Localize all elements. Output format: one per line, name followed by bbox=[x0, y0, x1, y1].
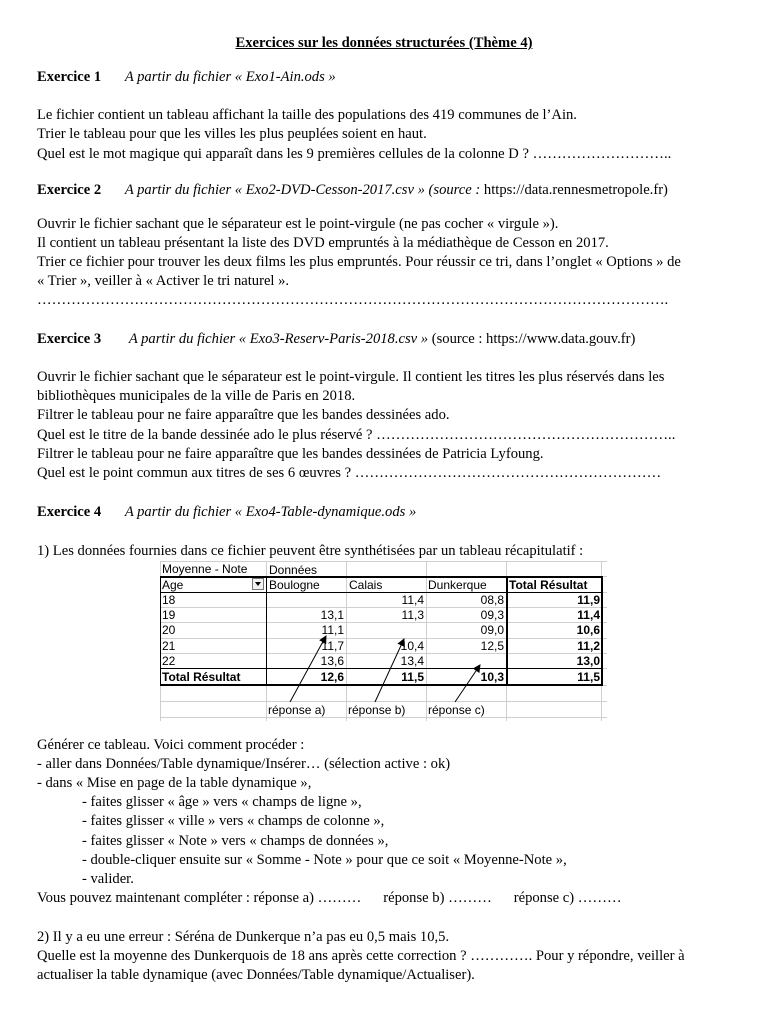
answer-arrows bbox=[160, 561, 607, 721]
pivot-total-cell: 11,5 bbox=[401, 670, 424, 684]
exercise-2-source-url: https://data.rennesmetropole.fr) bbox=[480, 182, 668, 198]
pivot-column-header: Calais bbox=[349, 578, 383, 592]
pivot-table bbox=[160, 561, 607, 721]
pivot-cell: 11,3 bbox=[401, 608, 424, 622]
pivot-cell: 13,1 bbox=[320, 608, 344, 622]
exercise-2-header bbox=[37, 181, 668, 199]
exercise-2-line: Trier ce fichier pour trouver les deux films les plus empruntés. Pour réussir ce tri, dans l’onglet « Options » de bbox=[37, 254, 681, 270]
pivot-cell: 11,4 bbox=[401, 593, 424, 607]
exercise-3-source-url: (source : https://www.data.gouv.fr) bbox=[428, 331, 636, 347]
exercise-3-line: Filtrer le tableau pour ne faire apparaître que les bandes dessinées de Patricia Lyfoung. bbox=[37, 446, 544, 462]
exercise-4-substep: - double-cliquer ensuite sur « Somme - Note » pour que ce soit « Moyenne-Note », bbox=[82, 852, 567, 868]
pivot-cell: 13,4 bbox=[400, 654, 424, 668]
pivot-cell-total: 11,4 bbox=[577, 608, 600, 622]
exercise-4-step: - aller dans Données/Table dynamique/Insérer… (sélection active : ok) bbox=[37, 756, 451, 772]
pivot-cell-total: 11,9 bbox=[577, 593, 600, 607]
pivot-column-header: Dunkerque bbox=[428, 578, 487, 592]
exercise-2-line: Ouvrir le fichier sachant que le séparateur est le point-virgule (ne pas cocher « virgule »). bbox=[37, 216, 559, 232]
exercise-3-line: Filtrer le tableau pour ne faire apparaître que les bandes dessinées ado. bbox=[37, 407, 450, 423]
pivot-corner-label: Moyenne - Note bbox=[162, 562, 248, 576]
pivot-cell: 08,8 bbox=[480, 593, 504, 607]
exercise-4-source: A partir du fichier « Exo4-Table-dynamique.ods » bbox=[124, 504, 417, 520]
pivot-column-header: Boulogne bbox=[269, 578, 320, 592]
pivot-row-age: 20 bbox=[162, 623, 176, 637]
exercise-2-line: Il contient un tableau présentant la liste des DVD empruntés à la médiathèque de Cesson en 2017. bbox=[37, 235, 609, 251]
page-title: Exercices sur les données structurées (Thème 4) bbox=[235, 35, 533, 51]
exercise-3-source: A partir du fichier « Exo3-Reserv-Paris-2018.csv » bbox=[128, 331, 429, 347]
arrow-c bbox=[455, 665, 480, 702]
pivot-total-label: Total Résultat bbox=[162, 670, 241, 684]
exercise-2-label: Exercice 2 bbox=[37, 182, 102, 198]
pivot-cell: 09,0 bbox=[480, 623, 504, 637]
exercise-3-label: Exercice 3 bbox=[37, 331, 102, 347]
answer-label-c: réponse c) bbox=[428, 703, 485, 717]
exercise-1-line: Trier le tableau pour que les villes les plus peuplées soient en haut. bbox=[37, 126, 427, 142]
pivot-row-age: 19 bbox=[162, 608, 176, 622]
arrow-a bbox=[290, 636, 326, 702]
exercise-1-label: Exercice 1 bbox=[37, 69, 102, 85]
exercise-3-line: Ouvrir le fichier sachant que le séparateur est le point-virgule. Il contient les titres les plus réservés dans les bbox=[37, 369, 665, 385]
exercise-1-header bbox=[37, 68, 336, 86]
exercise-4-part2-line: 2) Il y a eu une erreur : Séréna de Dunkerque n’a pas eu 0,5 mais 10,5. bbox=[37, 929, 450, 945]
pivot-cell: 11,1 bbox=[321, 623, 344, 637]
pivot-row-field: Age bbox=[162, 578, 184, 592]
exercise-4-intro: 1) Les données fournies dans ce fichier peuvent être synthétisées par un tableau récapitulatif : bbox=[37, 543, 584, 559]
pivot-cell: 09,3 bbox=[480, 608, 504, 622]
pivot-row-age: 21 bbox=[162, 639, 176, 653]
exercise-3-header bbox=[37, 330, 635, 348]
pivot-data-label: Données bbox=[269, 563, 318, 577]
exercise-2-answer-dots: …………………………………………………………………………………………………………………. bbox=[37, 292, 669, 308]
exercise-4-part2-line: actualiser la table dynamique (avec Données/Table dynamique/Actualiser). bbox=[37, 967, 475, 983]
arrow-b bbox=[375, 639, 404, 702]
pivot-cell-total: 10,6 bbox=[576, 623, 600, 637]
exercise-3-line: Quel est le point commun aux titres de ses 6 œuvres ? ……………………………………………………… bbox=[37, 465, 662, 481]
pivot-cell-total: 13,0 bbox=[576, 654, 600, 668]
pivot-total-cell: 11,5 bbox=[577, 670, 600, 684]
exercise-4-step: Générer ce tableau. Voici comment procéder : bbox=[37, 737, 305, 753]
pivot-cell-total: 11,2 bbox=[577, 639, 600, 653]
exercise-3-line: Quel est le titre de la bande dessinée ado le plus réservé ? …………………………………………………….. bbox=[37, 427, 676, 443]
exercise-4-substep: - faites glisser « Note » vers « champs de données », bbox=[82, 833, 389, 849]
pivot-cell: 11,7 bbox=[321, 639, 344, 653]
exercise-1-source: A partir du fichier « Exo1-Ain.ods » bbox=[124, 69, 336, 85]
exercise-4-header bbox=[37, 503, 416, 521]
pivot-row-age: 22 bbox=[162, 654, 176, 668]
answer-label-a: réponse a) bbox=[268, 703, 326, 717]
exercise-4-step: - dans « Mise en page de la table dynamique », bbox=[37, 775, 312, 791]
pivot-cell: 10,4 bbox=[400, 639, 424, 653]
exercise-2-line: « Trier », veiller à « Activer le tri naturel ». bbox=[37, 273, 290, 289]
pivot-row-age: 18 bbox=[162, 593, 176, 607]
exercise-1-line: Le fichier contient un tableau affichant la taille des populations des 419 communes de l’Ain. bbox=[37, 107, 577, 123]
pivot-total-cell: 12,6 bbox=[320, 670, 344, 684]
pivot-column-header: Total Résultat bbox=[509, 578, 588, 592]
pivot-cell: 12,5 bbox=[480, 639, 504, 653]
exercise-1-line: Quel est le mot magique qui apparaît dans les 9 premières cellules de la colonne D ? ……………………….. bbox=[37, 146, 672, 162]
answer-label-b: réponse b) bbox=[348, 703, 406, 717]
pivot-total-cell: 10,3 bbox=[480, 670, 504, 684]
exercise-4-part2-line: Quelle est la moyenne des Dunkerquois de 18 ans après cette correction ? …………. Pour y répondre, veiller à bbox=[37, 948, 685, 964]
exercise-4-substep: - faites glisser « âge » vers « champs de ligne », bbox=[82, 794, 362, 810]
exercise-3-line: bibliothèques municipales de la ville de Paris en 2018. bbox=[37, 388, 356, 404]
pivot-cell: 13,6 bbox=[320, 654, 344, 668]
exercise-4-complete: Vous pouvez maintenant compléter : réponse a) ……… réponse b) ……… réponse c) ……… bbox=[37, 890, 622, 906]
exercise-2-source: A partir du fichier « Exo2-DVD-Cesson-2017.csv » (source : bbox=[124, 182, 481, 198]
exercise-4-label: Exercice 4 bbox=[37, 504, 102, 520]
exercise-4-substep: - faites glisser « ville » vers « champs de colonne », bbox=[82, 813, 385, 829]
exercise-4-substep: - valider. bbox=[82, 871, 134, 887]
